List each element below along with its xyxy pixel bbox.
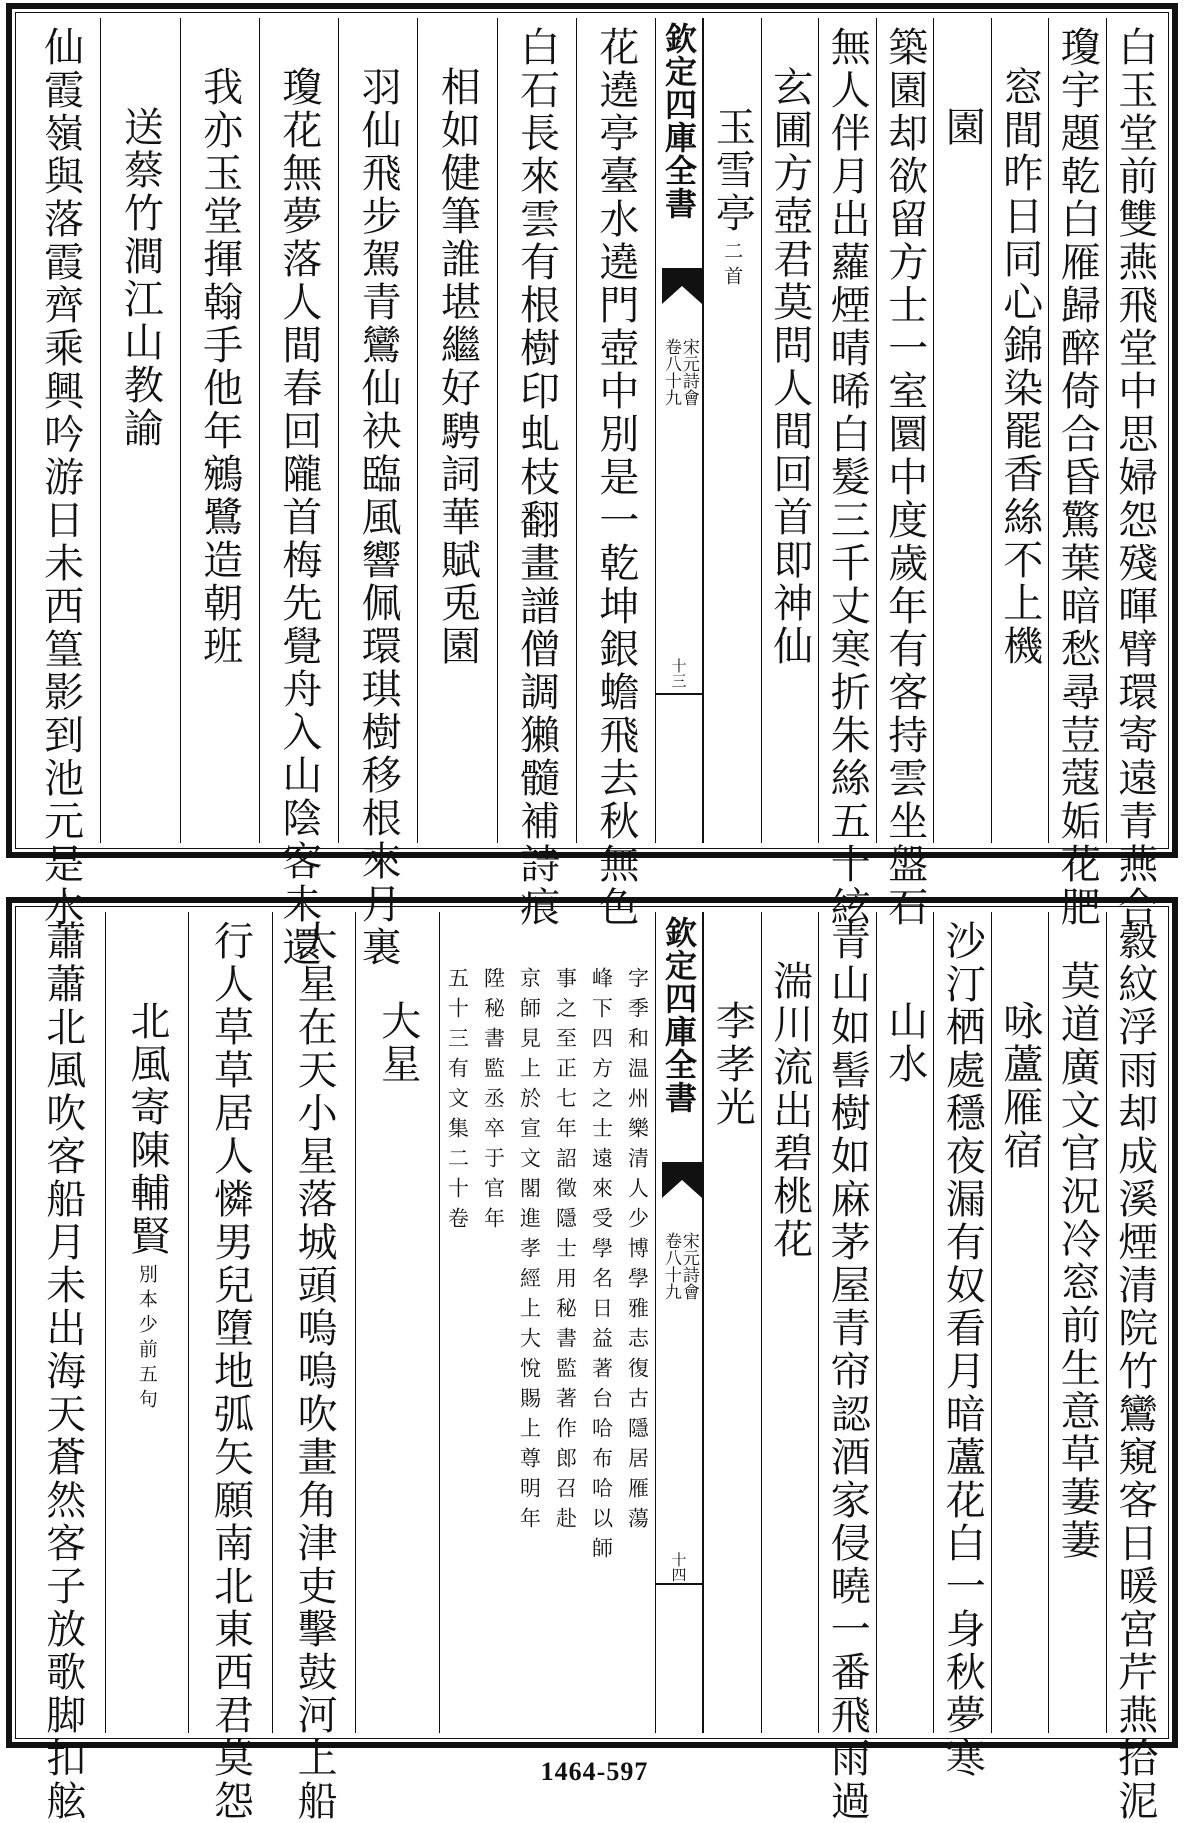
poem-line: 湍川流出碧桃花: [766, 960, 813, 1261]
biography-note-column: [511, 912, 547, 1733]
poem-line: 仙霞嶺與落霞齊乘興吟游日未西篁影到池元是水: [37, 26, 84, 929]
poem-line: 縠紋浮雨却成溪煙清院竹鸞窺客日暖宮芹燕拾泥: [1111, 920, 1158, 1823]
biography-line: 事之至正七年詔徵隱士用秘書監著作郎召赴: [553, 967, 578, 1537]
leaf-number: 十四: [669, 1552, 688, 1582]
text-column: [876, 912, 934, 1733]
leaf-number: 十三: [669, 658, 688, 688]
text-column: [259, 18, 338, 969]
text-column: [180, 18, 259, 843]
poem-line: 園: [939, 106, 986, 149]
poem-line: 白玉堂前雙燕飛堂中思婦怨殘暉臂環寄遠青燕合: [1111, 26, 1158, 929]
text-column: [1106, 18, 1164, 929]
source-title: 宋元詩會 卷八十九: [661, 338, 699, 406]
text-column: [188, 912, 272, 1823]
text-column: [100, 18, 179, 843]
text-column: [576, 18, 655, 929]
biography-note-column: [439, 912, 475, 1733]
text-column: [1048, 912, 1106, 1733]
book-title: 欽定四庫全書: [660, 916, 698, 1114]
text-column: [355, 912, 439, 1733]
text-column: [417, 18, 496, 843]
poem-line: 花遶亭臺水遶門壺中別是一乾坤銀蟾飛去秋無色: [592, 26, 639, 929]
small-note: 二首: [721, 241, 744, 291]
text-column: [703, 18, 761, 843]
biography-line: 陞秘書監丞卒于官年: [481, 967, 506, 1237]
biography-note-column: [547, 912, 583, 1733]
poem-line: 大星: [374, 1000, 421, 1086]
poem-line: 沙汀栖處穩夜漏有奴看月暗蘆花白一身秋夢寒: [939, 920, 986, 1780]
text-column: [1106, 912, 1164, 1823]
text-column: [497, 18, 576, 929]
top-page-columns: [21, 18, 1163, 969]
text-column: [1048, 18, 1106, 929]
text-column: [21, 912, 105, 1823]
poem-line: 李孝光: [709, 1000, 756, 1129]
top-page: [6, 3, 1178, 969]
poem-line: 山水: [881, 1000, 928, 1086]
biography-note-column: [619, 912, 655, 1733]
biography-line: 五十三有文集二十卷: [445, 967, 470, 1237]
text-column: [272, 912, 356, 1823]
poem-line: 青山如髻樹如麻茅屋青帘認酒家侵曉一番飛雨過: [824, 920, 871, 1823]
poem-line: 玄圃方壺君莫問人間回首即神仙: [766, 66, 813, 668]
text-column: [338, 18, 417, 969]
text-column: [991, 912, 1049, 1733]
biography-line: 京師見上於宣文閣進孝經上大悅賜上尊明年: [517, 967, 542, 1537]
text-column: [105, 912, 189, 1733]
text-column: [933, 912, 991, 1780]
fish-tail-mark-icon: [662, 1162, 702, 1198]
biography-note-column: [475, 912, 511, 1733]
source-title: 宋元詩會 卷八十九: [661, 1232, 699, 1300]
footer-page-number: 1464-597: [540, 1757, 649, 1786]
poem-line: 瓊宇題乾白雁歸醉倚合昏驚葉暗愁尋荳蔻姤花肥: [1054, 26, 1101, 929]
small-note: 別本少前五句: [135, 1264, 158, 1414]
poem-line: 窓間昨日同心錦染罷香絲不上機: [996, 66, 1043, 668]
poem-line: 送蔡竹澗江山教諭: [117, 106, 164, 450]
fold-strip: [655, 18, 703, 843]
fold-strip: [655, 912, 703, 1733]
text-column: [818, 912, 876, 1823]
poem-line: 大星在天小星落城頭嗚嗚吹畫角津吏擊鼓河上船: [291, 920, 338, 1823]
text-column: [991, 18, 1049, 843]
text-column: [21, 18, 100, 929]
poem-line: 相如健筆誰堪繼好騁詞華賦兎園: [434, 66, 481, 668]
poem-line: 咏蘆雁宿: [996, 1000, 1043, 1172]
poem-line: 行人草草居人憐男兒墮地弧矢願南北東西君莫怨: [207, 920, 254, 1823]
text-column: [933, 18, 991, 843]
biography-note-column: [583, 912, 619, 1733]
text-column: [876, 18, 934, 929]
poem-line: 瓊花無夢落人間春回隴首梅先覺舟入山陰客未還: [275, 66, 322, 969]
poem-line: 羽仙飛步駕青鸞仙袂臨風響佩環琪樹移根來月裏: [355, 66, 402, 969]
poem-line: 北風寄陳輔賢別本少前五句: [123, 1000, 170, 1414]
poem-line: 我亦玉堂揮翰手他年鵷鷺造朝班: [196, 66, 243, 668]
text-column: [761, 912, 819, 1733]
poem-line: 白石長來雲有根樹印虬枝翻畫譜僧調獺髓補詩痕: [513, 26, 560, 929]
fish-tail-mark-icon: [662, 268, 702, 304]
text-column: [818, 18, 876, 929]
biography-line: 字季和温州樂清人少博學雅志復古隱居雁蕩: [625, 967, 650, 1537]
poem-line: 蕭蕭北風吹客船月未出海天蒼然客子放歌脚扣舷: [39, 920, 86, 1823]
text-column: [761, 18, 819, 843]
text-column: [703, 912, 761, 1733]
poem-line: 玉雪亭二首: [709, 106, 756, 291]
biography-line: 峰下四方之士遠來受學名日益著台哈布哈以師: [589, 967, 614, 1567]
poem-line: 無人伴月出蘿煙晴晞白髮三千丈寒折朱絲五十絃: [824, 26, 871, 929]
poem-line: 莫道廣文官況冷窓前生意草萋萋: [1054, 960, 1101, 1562]
poem-line: 築園却欲留方士一室圜中度歲年有客持雲坐盤石: [881, 26, 928, 929]
book-title: 欽定四庫全書: [660, 22, 698, 220]
